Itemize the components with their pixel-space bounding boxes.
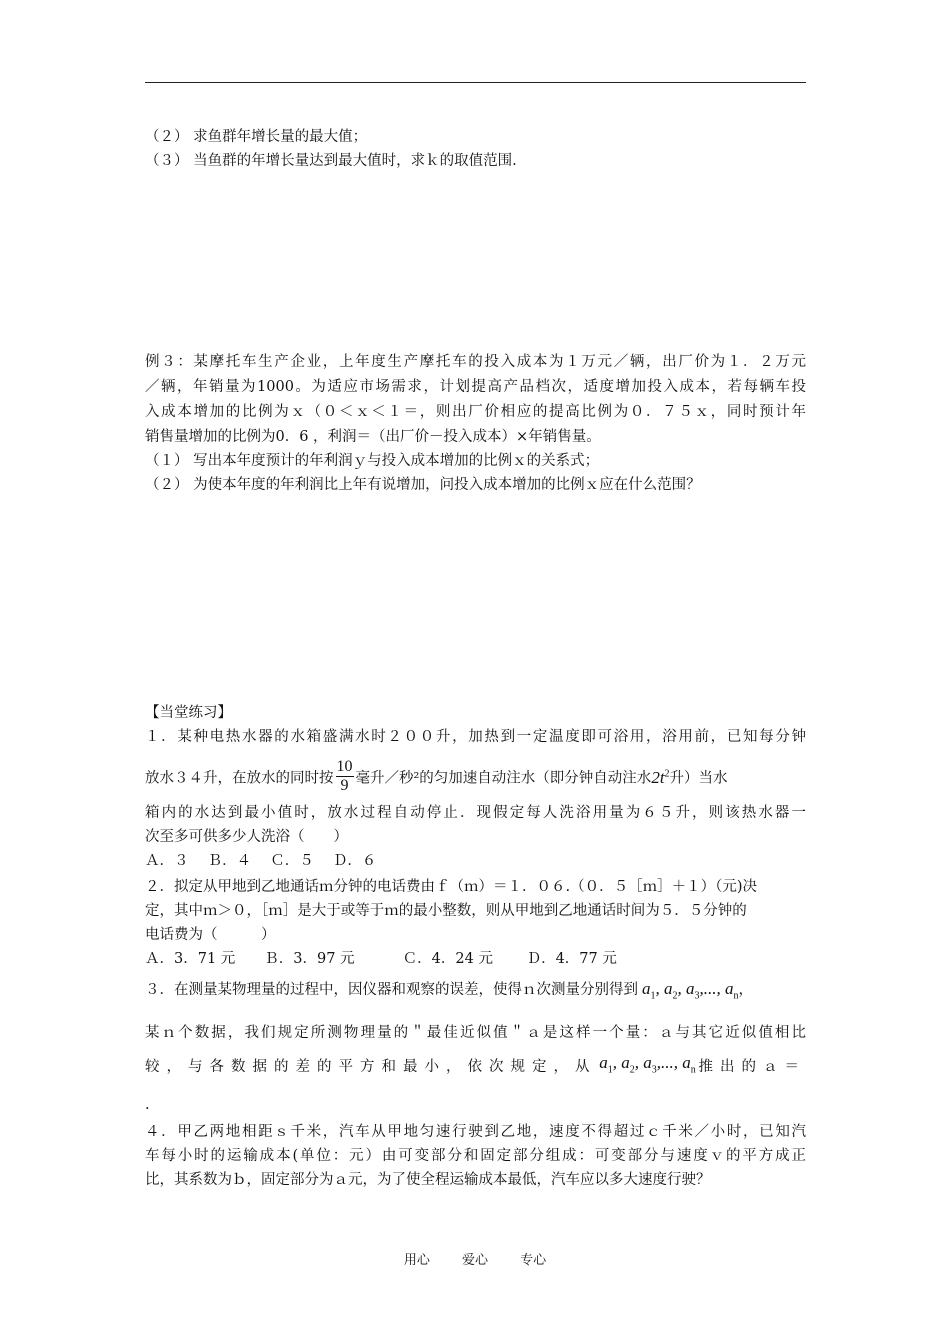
header-rule — [145, 82, 806, 83]
footer-item: 用心 — [403, 1253, 430, 1268]
q1-line-2-middle: 毫升／秒²的匀加速自动注水（即分钟自动注水 — [355, 770, 652, 787]
example-3-question-1: （１） 写出本年度预计的年利润ｙ与投入成本增加的比例ｘ的关系式； — [145, 453, 600, 469]
q2-line-2: 定，其中ｍ＞０，［ｍ］是大于或等于ｍ的最小整数，则从甲地到乙地通话时间为５．５分钟的 — [145, 903, 747, 919]
q1-line-2-start: 放水３４升，在放水的同时按 — [145, 770, 334, 787]
q3-sequence-2: $a_1$, $a_2$, $a_3$,..., $a_n$ — [599, 1053, 696, 1076]
q3-line-1 — [145, 975, 806, 1010]
example-3-line-3: 入成本增加的比例为ｘ（０＜ｘ＜１＝，则出厂价相应的提高比例为０．７５ｘ，同时预计年 — [145, 404, 806, 420]
q1-line-2 — [145, 752, 806, 796]
q3-line-3 — [145, 1048, 806, 1085]
q2-options: Ａ．3．71 元 Ｂ．3．97 元 Ｃ．4．24 元 Ｄ．4．77 元 — [145, 951, 617, 967]
q4-line-3: 比，其系数为ｂ，固定部分为ａ元，为了使全程运输成本最低，汽车应以多大速度行驶？ — [145, 1172, 711, 1188]
example-3-line-2: ／辆，年销量为1000。为适应市场需求，计划提高产品档次，适度增加投入成本，若每辆车投 — [145, 379, 806, 395]
section-title: 【当堂练习】 — [145, 705, 232, 721]
q3-line-2: 某ｎ个数据，我们规定所测物理量的＂最佳近似值＂ａ是这样一个量：ａ与其它近似值相比 — [145, 1025, 806, 1041]
part-2-question: （２） 求鱼群年增长量的最大值； — [145, 129, 368, 145]
page-footer — [0, 1249, 950, 1268]
q1-fraction — [336, 758, 354, 795]
q3-line-3-end: 推出的ａ＝ — [698, 1058, 806, 1075]
q2-line-3: 电话费为（ ） — [145, 927, 276, 943]
q4-line-1: ４．甲乙两地相距ｓ千米，汽车从甲地匀速行驶到乙地，速度不得超过ｃ千米／小时，已知汽 — [145, 1124, 806, 1140]
q3-comma: ， — [738, 982, 753, 998]
q3-line-3-text: 较，与各数据的差的平方和最小，依次规定，从 — [145, 1058, 597, 1075]
example-3-line-4: 销售量增加的比例为0．6 ，利润＝（出厂价－投入成本）×年销售量。 — [145, 429, 601, 445]
q1-formula-2t2: $2t^2$ — [651, 767, 670, 787]
part-3-question: （３） 当鱼群的年增长量达到最大值时，求ｋ的取值范围. — [145, 153, 517, 169]
q1-fraction-numerator: 10 — [336, 758, 353, 776]
q1-fraction-denominator: 9 — [340, 777, 349, 795]
footer-item: 爱心 — [461, 1253, 488, 1268]
q1-line-1: １．某种电热水器的水箱盛满水时２００升，加热到一定温度即可浴用，浴用前，已知每分钟 — [145, 729, 806, 745]
q1-line-3: 箱内的水达到最小值时，放水过程自动停止．现假定每人洗浴用量为６５升，则该热水器一 — [145, 805, 806, 821]
q3-sequence-1: $a_1$, $a_2$, $a_3$,..., $a_n$ — [642, 979, 739, 1002]
q1-line-2-end: 升）当水 — [669, 770, 728, 787]
q1-line-4: 次至多可供多少人洗浴（ ） — [145, 829, 348, 845]
example-3-line-1: 例３：某摩托车生产企业，上年度生产摩托车的投入成本为１万元／辆，出厂价为１．２万元 — [145, 354, 806, 370]
q3-line-4: . — [145, 1097, 150, 1113]
q2-line-1: ２．拟定从甲地到乙地通话ｍ分钟的电话费由ｆ（ｍ）＝１．０６.（０．５［ｍ］＋１）（元)决 — [145, 879, 758, 895]
footer-item: 专心 — [520, 1253, 547, 1268]
q3-line-1-text: ３．在测量某物理量的过程中，因仪器和观察的误差，使得ｎ次测量分别得到 — [145, 982, 638, 998]
q4-line-2: 车每小时的运输成本(单位：元）由可变部分和固定部分组成：可变部分与速度ｖ的平方成正 — [145, 1148, 806, 1164]
q1-options: Ａ．３ Ｂ．４ Ｃ．５ Ｄ．６ — [145, 853, 377, 869]
example-3-question-2: （２） 为使本年度的年利润比上年有说增加，问投入成本增加的比例ｘ应在什么范围？ — [145, 477, 701, 493]
